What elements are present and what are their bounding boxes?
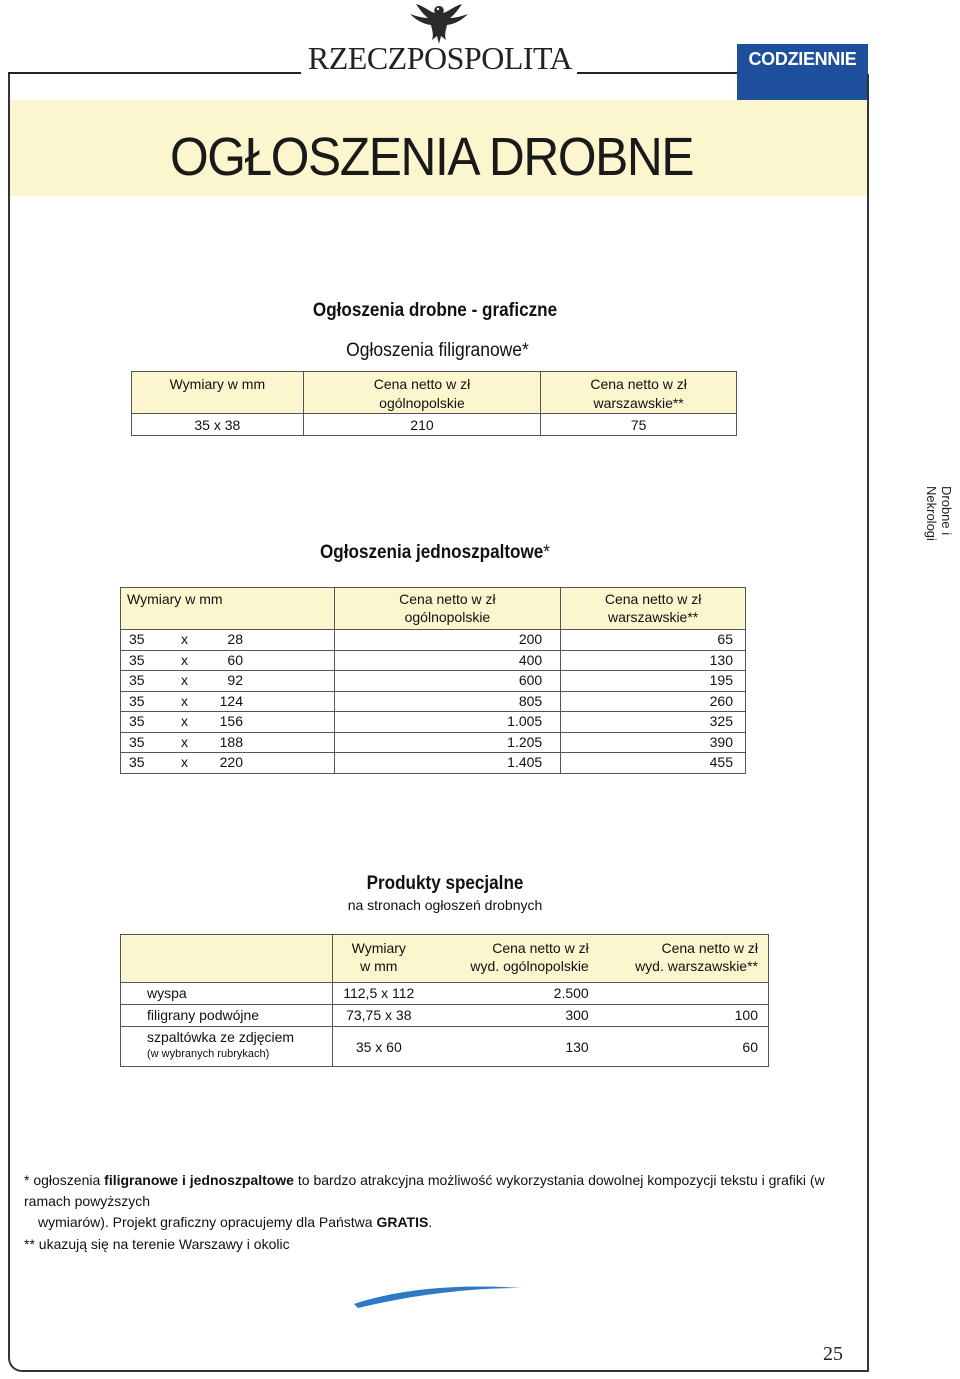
header-label: wyd. warszawskie** [635, 958, 758, 974]
cell-price-warsaw [595, 983, 769, 1005]
cell-product [121, 1027, 333, 1067]
table-row [121, 650, 746, 671]
page-title: OGŁOSZENIA DROBNE [170, 127, 694, 187]
table-row [121, 712, 746, 733]
header-label: Cena netto w zł [590, 376, 687, 392]
header-price-warsaw [595, 935, 769, 983]
header-price-warsaw [541, 372, 737, 414]
cell-dimensions: 35 x 92 [121, 671, 335, 692]
section-side-label: Drobne i Nekrologi [924, 486, 954, 541]
header-label: Cena netto w zł [604, 591, 702, 607]
header-label: warszawskie** [593, 395, 684, 411]
footnote-1: * ogłoszenia filigranowe i jednoszpaltowe to bardzo atrakcyjna możliwość wykorzystania dowolnej kompozycji tekstu i grafiki (w ramach powyższych [24, 1172, 825, 1209]
header-label: Wymiary [351, 940, 406, 956]
logo [300, 0, 580, 78]
footnote-1-cont: wymiarów). Projekt graficzny opracujemy dla Państwa GRATIS. [38, 1214, 433, 1230]
cell-price-national: 805 [334, 691, 561, 712]
table-row [121, 630, 746, 651]
section2-heading [269, 542, 602, 564]
header-price-national [303, 372, 541, 414]
cell-price-warsaw: 130 [561, 650, 746, 671]
table-header-row [132, 372, 737, 414]
table-row [121, 983, 769, 1005]
footnote-2: ** ukazują się na terenie Warszawy i okolic [24, 1236, 290, 1252]
header-price-national [334, 588, 561, 630]
cell-price-national: 1.405 [334, 753, 561, 774]
cell-price-national: 200 [334, 630, 561, 651]
section1-subheading: Ogłoszenia filigranowe* [346, 340, 529, 361]
cell-price-warsaw: 390 [561, 732, 746, 753]
product-note: (w wybranych rubrykach) [147, 1048, 270, 1060]
cell-price-warsaw: 325 [561, 712, 746, 733]
table-row [121, 691, 746, 712]
header-label: Wymiary w mm [169, 376, 266, 392]
header-label: ogólnopolskie [404, 609, 491, 625]
cell-price-warsaw: 195 [561, 671, 746, 692]
footnotes [24, 1170, 860, 1255]
header-price-warsaw [561, 588, 746, 630]
table-row [121, 732, 746, 753]
cell-price-warsaw: 260 [561, 691, 746, 712]
header-label: Wymiary w mm [127, 591, 223, 607]
table-header-row [121, 935, 769, 983]
swoosh-decoration-icon [352, 1282, 524, 1308]
cell-dimensions: 35 x 124 [121, 691, 335, 712]
table-row [121, 1005, 769, 1027]
cell-price-national: 400 [334, 650, 561, 671]
cell-dimensions: 35 x 38 [132, 414, 304, 436]
section3-subheading: na stronach ogłoszeń drobnych [347, 897, 543, 913]
cell-price-warsaw: 75 [541, 414, 737, 436]
header-label: wyd. ogólnopolskie [470, 958, 589, 974]
cell-price-national: 1.005 [334, 712, 561, 733]
section3-heading: Produkty specjalne [366, 873, 524, 894]
header-label: ogólnopolskie [379, 395, 465, 411]
special-products-table [120, 934, 769, 1067]
product-name: szpaltówka ze zdjęciem [147, 1029, 295, 1045]
filigree-price-table [131, 371, 737, 436]
cell-price-warsaw: 60 [595, 1027, 769, 1067]
table-row [121, 753, 746, 774]
header-label: Cena netto w zł [373, 376, 471, 392]
table-row [121, 671, 746, 692]
frequency-tag: CODZIENNIE [737, 44, 868, 74]
header-label: Cena netto w zł [492, 940, 589, 956]
section1-heading: Ogłoszenia drobne - graficzne [312, 300, 558, 321]
single-column-price-table [120, 587, 746, 774]
cell-price-national: 130 [425, 1027, 595, 1067]
cell-dimensions: 35 x 28 [121, 630, 335, 651]
page-number: 25 [823, 1343, 843, 1365]
cell-dimensions: 35 x 60 [121, 650, 335, 671]
cell-price-national: 2.500 [425, 983, 595, 1005]
logo-text: RZECZPOSPOLITA [307, 40, 573, 76]
header-label: w mm [360, 958, 398, 974]
cell-price-national: 300 [425, 1005, 595, 1027]
cell-price-national: 210 [303, 414, 541, 436]
header-price-national [425, 935, 595, 983]
header-dimensions [121, 588, 335, 630]
cell-price-warsaw: 455 [561, 753, 746, 774]
footnote-mark: * [543, 542, 550, 563]
cell-price-warsaw: 65 [561, 630, 746, 651]
cell-dimensions: 35 x 188 [121, 732, 335, 753]
cell-dimensions: 73,75 x 38 [332, 1005, 425, 1027]
cell-dimensions: 112,5 x 112 [332, 983, 425, 1005]
cell-product: wyspa [121, 983, 333, 1005]
cell-product: filigrany podwójne [121, 1005, 333, 1027]
header-label: warszawskie** [607, 609, 699, 625]
cell-price-national: 1.205 [334, 732, 561, 753]
header-label: Cena netto w zł [661, 940, 758, 956]
header-product [121, 935, 333, 983]
header-label: Cena netto w zł [399, 591, 496, 607]
header-dimensions [132, 372, 304, 414]
section2-heading-text: Ogłoszenia jednoszpaltowe [320, 542, 544, 563]
table-row [121, 1027, 769, 1067]
table-header-row [121, 588, 746, 630]
header-dimensions [332, 935, 425, 983]
cell-dimensions: 35 x 60 [332, 1027, 425, 1067]
table-row [132, 414, 737, 436]
cell-price-national: 600 [334, 671, 561, 692]
cell-price-warsaw: 100 [595, 1005, 769, 1027]
cell-dimensions: 35 x 220 [121, 753, 335, 774]
cell-dimensions: 35 x 156 [121, 712, 335, 733]
